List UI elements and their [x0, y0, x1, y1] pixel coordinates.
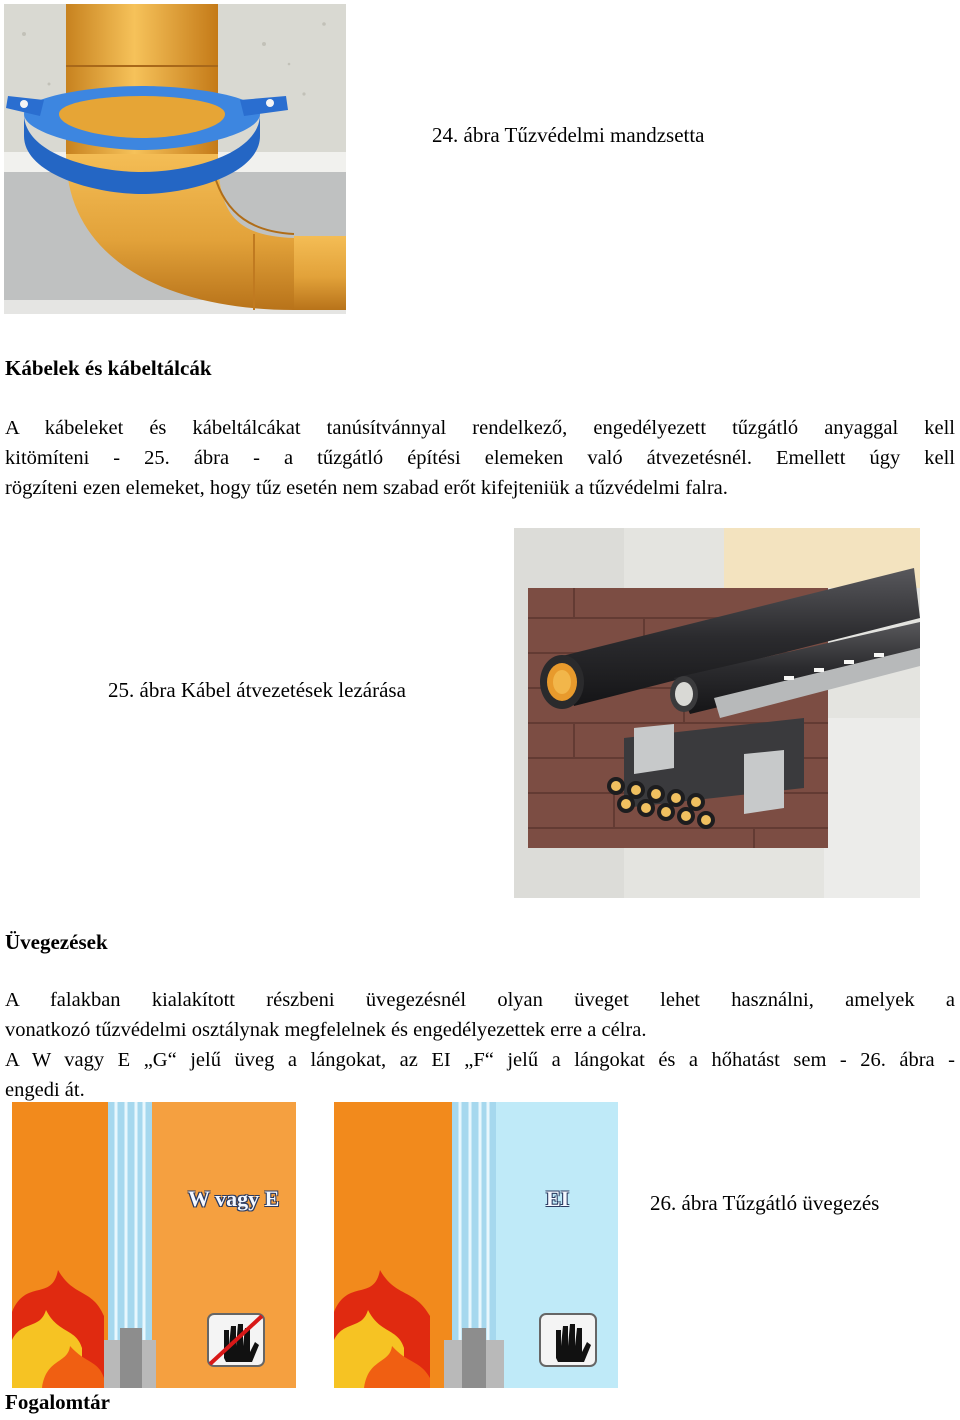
paragraph-line: vonatkozó tűzvédelmi osztálynak megfelelnek és engedélyezettek erre a célra. — [5, 1019, 647, 1041]
figure-25-cable-penetration-image — [514, 528, 920, 898]
figure-24-caption: 24. ábra Tűzvédelmi mandzsetta — [432, 123, 705, 147]
section-heading-cables: Kábelek és kábeltálcák — [5, 356, 212, 380]
glazing-paragraph — [5, 985, 955, 1105]
paragraph-line: engedi át. — [5, 1079, 85, 1101]
cables-paragraph — [5, 413, 955, 503]
paragraph-line: A W vagy E „G“ jelű üveg a lángokat, az EI „F“ jelű a lángokat és a hőhatást sem - 26. ábra - — [5, 1049, 955, 1071]
paragraph-line: rögzíteni ezen elemeket, hogy tűz esetén nem szabad erőt kifejteniük a tűzvédelmi falra. — [5, 477, 728, 499]
paragraph-line: kitömíteni - 25. ábra - a tűzgátló építési elemeken való átvezetésnél. Emellett úgy kell — [5, 447, 955, 469]
figure-25-caption: 25. ábra Kábel átvezetések lezárása — [108, 678, 406, 702]
section-heading-glazing: Üvegezések — [5, 930, 108, 954]
figure-26-left-label: W vagy E — [188, 1186, 280, 1211]
figure-26-glazing-w-e-image — [12, 1102, 296, 1388]
figure-26-right-label: EI — [546, 1186, 570, 1211]
section-heading-glossary: Fogalomtár — [5, 1390, 110, 1414]
paragraph-line: A falakban kialakított részbeni üvegezésnél olyan üveget lehet használni, amelyek a — [5, 989, 955, 1011]
figure-26-glazing-ei-image — [334, 1102, 618, 1388]
figure-26-caption: 26. ábra Tűzgátló üvegezés — [650, 1191, 880, 1215]
figure-24-fire-collar-image — [4, 4, 346, 314]
paragraph-line: A kábeleket és kábeltálcákat tanúsítvánnyal rendelkező, engedélyezett tűzgátló anyaggal kell — [5, 417, 955, 439]
